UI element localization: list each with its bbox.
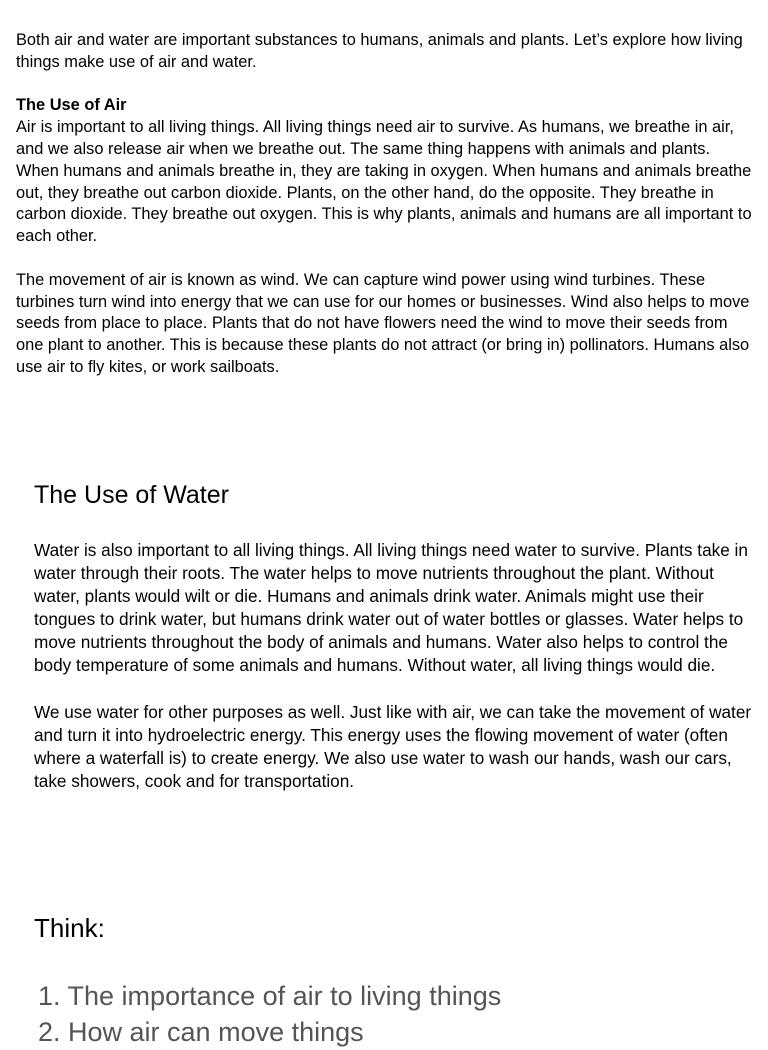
water-section	[34, 478, 754, 793]
air-paragraph-1: Air is important to all living things. All living things need air to survive. As humans, we breathe in air, and we also release air when we breathe out. The same thing happens with animals and plants. When humans and animals breathe in, they are taking in oxygen. When humans and animals breathe out, they breathe out carbon dioxide. Plants, on the other hand, do the opposite. They breathe in carbon dioxide. They breathe out oxygen. This is why plants, animals and humans are all important to each other.	[16, 118, 752, 246]
air-section	[16, 30, 752, 379]
think-item-1: 1. The importance of air to living things	[38, 981, 502, 1011]
paragraph-spacer	[16, 74, 752, 96]
intro-paragraph: Both air and water are important substances to humans, animals and plants. Let’s explore how living things make use of air and water.	[16, 31, 743, 71]
think-list	[38, 978, 501, 1050]
water-heading: The Use of Water	[34, 481, 229, 509]
water-paragraph-2: We use water for other purposes as well. Just like with air, we can take the movement of water and turn it into hydroelectric energy. This energy uses the flowing movement of water (often where a waterfall is) to create energy. We also use water to wash our hands, wash our cars, take showers, cook and for transportation.	[34, 701, 752, 791]
water-paragraph-1: Water is also important to all living things. All living things need water to survive. Plants take in water through their roots. The water helps to move nutrients throughout the plant. Without water, plants would wilt or die. Humans and animals drink water. Animals might use their tongues to drink water, but humans drink water out of water bottles or glasses. Water helps to move nutrients throughout the body of animals and humans. Water also helps to control the body temperature of some animals and humans. Without water, all living things would die.	[34, 540, 748, 676]
think-heading: Think:	[34, 913, 105, 943]
paragraph-spacer	[16, 248, 752, 270]
think-item-2: 2. How air can move things	[38, 1017, 364, 1047]
air-paragraph-2: The movement of air is known as wind. We can capture wind power using wind turbines. These turbines turn wind into energy that we can use for our homes or businesses. Wind also helps to move seeds from place to place. Plants that do not have flowers need the wind to move their seeds from one plant to another. This is because these plants do not attract (or bring in) pollinators. Humans also use air to fly kites, or work sailboats.	[16, 270, 750, 376]
air-heading: The Use of Air	[16, 96, 127, 115]
water-body	[34, 539, 754, 793]
paragraph-spacer	[34, 678, 754, 701]
